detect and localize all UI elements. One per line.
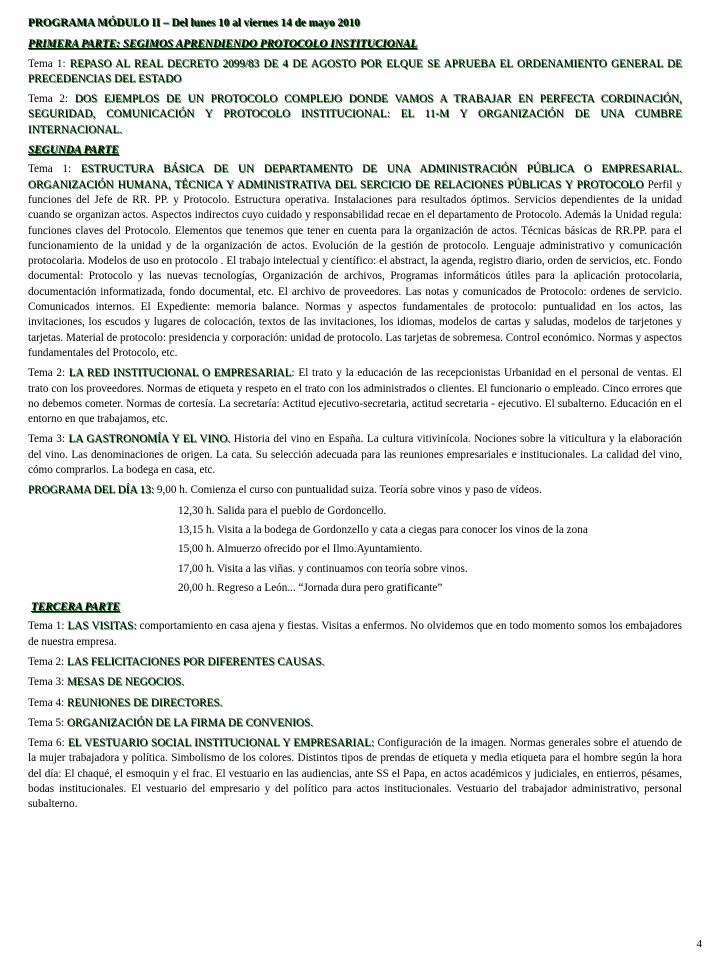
part2-tema2: Tema 2: LA RED INSTITUCIONAL O EMPRESARIAL: El trato y la educación de las recepcionistas Urbanidad en el personal de ventas. El trato con los proveedores. Normas de etiqueta y respeto en el trato con los administrados o clientes. El funcionario o empleado. Cinco errores que no debemos cometer. Normas de cortesía. La secretaría: Actitud ejecutivo-secretaria, actitud secretaria - ejecutivo. El subalterno. Educación en el entorno en que trabajamos, etc. [28, 367, 682, 426]
document-page [28, 16, 682, 818]
part3-tema1: Tema 1: LAS VISITAS: comportamiento en casa ajena y fiestas. Visitas a enfermos. No olvidemos que en todo momento somos los embajadores de nuestra empresa. [28, 620, 683, 648]
schedule-item: 15,00 h. Almuerzo ofrecido por el Ilmo.Ayuntamiento. [178, 543, 423, 556]
page-number: 4 [696, 938, 702, 950]
part1-tema2: Tema 2: DOS EJEMPLOS DE UN PROTOCOLO COMPLEJO DONDE VAMOS A TRABAJAR EN PERFECTA CORDINACIÓN, SEGURIDAD, COMUNICACIÓN Y PROTOCOLO INSTITUCIONAL: EL 11-M Y ORGANIZACIÓN DE UNA CUMBRE INTERNACIONAL. [28, 93, 682, 136]
part3-tema4: Tema 4: REUNIONES DE DIRECTORES. [28, 696, 223, 709]
program-title: PROGRAMA MÓDULO II – Del lunes 10 al viernes 14 de mayo 2010 [28, 17, 360, 29]
part2-heading: SEGUNDA PARTE [28, 144, 119, 157]
part2-tema3: Tema 3: LA GASTRONOMÍA Y EL VINO. Historia del vino en España. La cultura vitivinícola. Nociones sobre la viticultura y la elaboración del vino. Las denominaciones de origen. La cata. Su selección adecuada para las reuniones empresariales e institucionales. La calidad del vino, cómo comprarlos. La bodega en casa, etc. [28, 433, 683, 477]
part1-tema1: Tema 1: REPASO AL REAL DECRETO 2099/83 DE 4 DE AGOSTO POR ELQUE SE APRUEBA EL ORDENAMIENTO GENERAL DE PRECEDENCIAS DEL ESTADO [28, 57, 683, 85]
schedule-item: 13,15 h. Visita a la bodega de Gordonzello y cata a ciegas para conocer los vinos de la zona [178, 523, 588, 536]
programa-dia: PROGRAMA DEL DÍA 13: 9,00 h. Comienza el curso con puntualidad suiza. Teoría sobre vinos y paso de vídeos. [28, 484, 542, 497]
part3-tema3: Tema 3: MESAS DE NEGOCIOS. [28, 676, 185, 689]
part1-heading: PRIMERA PARTE: SEGIMOS APRENDIENDO PROTOCOLO INSTITUCIONAL [28, 38, 418, 51]
schedule-item: 17,00 h. Visita a las viñas. y continuamos con teoría sobre vinos. [178, 562, 468, 575]
part3-tema6: Tema 6: EL VESTUARIO SOCIAL INSTITUCIONAL Y EMPRESARIAL: Configuración de la imagen. Normas generales sobre el atuendo de la mujer trabajadora y política. Simbolismo de los colores. Distintos tipos de prendas de etiqueta y media etiqueta para el hombre según la hora del día: El chaqué, el esmoquin y el frac. El vestuario en las audiencias, ante SS el Papa, en actos académicos y judiciales, en entierros, pésames, bodas institucionales. El vestuario del empresario y del político para actos institucionales. Vestuario del trabajador administrativo, personal subalterno. [28, 737, 683, 811]
schedule-item: 20,00 h. Regreso a León... “Jornada dura pero gratificante” [178, 581, 443, 594]
part3-heading: TERCERA PARTE [31, 601, 121, 614]
part3-tema5: Tema 5: ORGANIZACIÓN DE LA FIRMA DE CONVENIOS. [28, 716, 314, 729]
schedule-item: 12,30 h. Salida para el pueblo de Gordoncello. [178, 504, 387, 517]
part2-tema1: Tema 1: ESTRUCTURA BÁSICA DE UN DEPARTAMENTO DE UNA ADMINISTRACIÓN PÚBLICA O EMPRESARIAL. ORGANIZACIÓN HUMANA, TÉCNICA Y ADMINISTRATIVA DEL SERCICIO DE RELACIONES PÚBLICAS Y PROTOCOLO Perfil y funciones del Jefe de RR. PP. y Protocolo. Estructura operativa. Instalaciones para resultados óptimos. Servicios dependientes de la unidad cuando se organizan actos. Aspectos indirectos cuyo cuidado y responsabilidad recae en el departamento de Protocolo. Además la Unidad regula: funciones claves del Protocolo. Elementos que tenemos que tener en cuenta para la organización de actos. Técnicas básicas de RR.PP. para el funcionamiento de la unidad y de la organización de actos. Evolución de la gestión de protocolo. Lenguaje administrativo y comunicación protocolaria. Modelos de uso en protocolo . El trabajo intelectual y científico: el abstract, la agenda, registro diario, orden de servicios, etc. Fondo documental: Protocolo y las nuevas tecnologías, Organización de archivos, Programas informáticos útiles para la aplicación protocolaria, documentación informatizada, fondo documental, etc. El archivo de proveedores. Las notas y comunicados de Protocolo: ordenes de servicio. Comunicados internos. El Expediente: memoria balance. Normas y aspectos fundamentales de protocolo: puntualidad en los actos, las invitaciones, los escudos y lugares de colocación, textos de las invitaciones, los idiomas, modelos de cartas y saludas, modelos de tarjetones y tarjetas. Material de protocolo: presidencia y corporación: unidad de protocolo. Las tarjetas de sobremesa. Control económico. Normas y aspectos fundamentales del Protocolo, etc. [28, 163, 683, 359]
part3-tema2: Tema 2: LAS FELICITACIONES POR DIFERENTES CAUSAS. [28, 655, 325, 668]
